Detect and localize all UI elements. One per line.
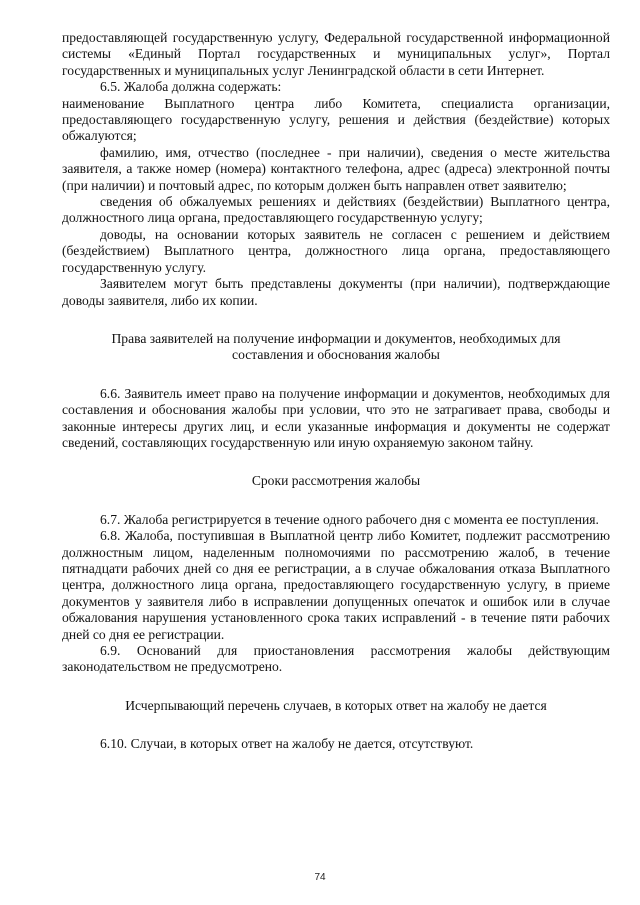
paragraph-complaint-item-name: наименование Выплатного центра либо Комитета, специалиста организации, предоставляющего государственную услугу, решения и действия (бездействие) которых обжалуются;	[62, 95, 610, 144]
paragraph-6-6: 6.6. Заявитель имеет право на получение информации и документов, необходимых для составления и обоснования жалобы при условии, что это не затрагивает права, свободы и законные интересы других лиц, и если указанные информация и документы не содержат сведений, составляющих государственную или иную охраняемую законом тайну.	[62, 385, 610, 450]
paragraph-6-8: 6.8. Жалоба, поступившая в Выплатной центр либо Комитет, подлежит рассмотрению должностным лицом, наделенным полномочиями по рассмотрению жалоб, в течение пятнадцати рабочих дней со дня ее регистрации, а в случае обжалования отказа Выплатного центра, должностного лица органа, предоставляющего государственную услугу, в приеме документов у заявителя либо в исправлении допущенных опечаток и ошибок или в случае обжалования нарушения установленного срока таких исправлений - в течение пяти рабочих дней со дня ее регистрации.	[62, 528, 610, 642]
paragraph-continuation: предоставляющей государственную услугу, Федеральной государственной информационной системы «Единый Портал государственных и муниципальных услуг», Портал государственных и муниципальных услуг Ленинградской области в сети Интернет.	[62, 30, 610, 78]
paragraph-6-5: 6.5. Жалоба должна содержать:	[100, 79, 282, 95]
paragraph-complaint-item-decisions: сведения об обжалуемых решениях и действиях (бездействии) Выплатного центра, должностного лица органа, предоставляющего государственную услугу;	[62, 194, 610, 226]
section-heading-refusal: Исчерпывающий перечень случаев, в которых ответ на жалобу не дается	[125, 697, 547, 713]
paragraph-6-9: 6.9. Оснований для приостановления рассмотрения жалобы действующим законодательством не предусмотрено.	[62, 643, 610, 675]
paragraph-complaint-item-arguments: доводы, на основании которых заявитель не согласен с решением и действием (бездействием) Выплатного центра, должностного лица органа, предоставляющего государственную услугу.	[62, 226, 610, 275]
paragraph-6-10: 6.10. Случаи, в которых ответ на жалобу не дается, отсутствуют.	[100, 736, 474, 752]
paragraph-6-7: 6.7. Жалоба регистрируется в течение одного рабочего дня с момента ее поступления.	[100, 511, 599, 527]
paragraph-complaint-item-fio: фамилию, имя, отчество (последнее - при наличии), сведения о месте жительства заявителя, а также номер (номера) контактного телефона, адрес (адреса) электронной почты (при наличии) и почтовый адрес, по которым должен быть направлен ответ заявителю;	[62, 144, 610, 193]
section-heading-terms: Сроки рассмотрения жалобы	[251, 473, 421, 489]
page-number: 74	[314, 872, 326, 883]
section-heading-rights: Права заявителей на получение информации и документов, необходимых для составления и обоснования жалобы	[111, 330, 561, 363]
document-page	[62, 30, 610, 753]
paragraph-complaint-documents: Заявителем могут быть представлены документы (при наличии), подтверждающие доводы заявителя, либо их копии.	[62, 276, 610, 308]
